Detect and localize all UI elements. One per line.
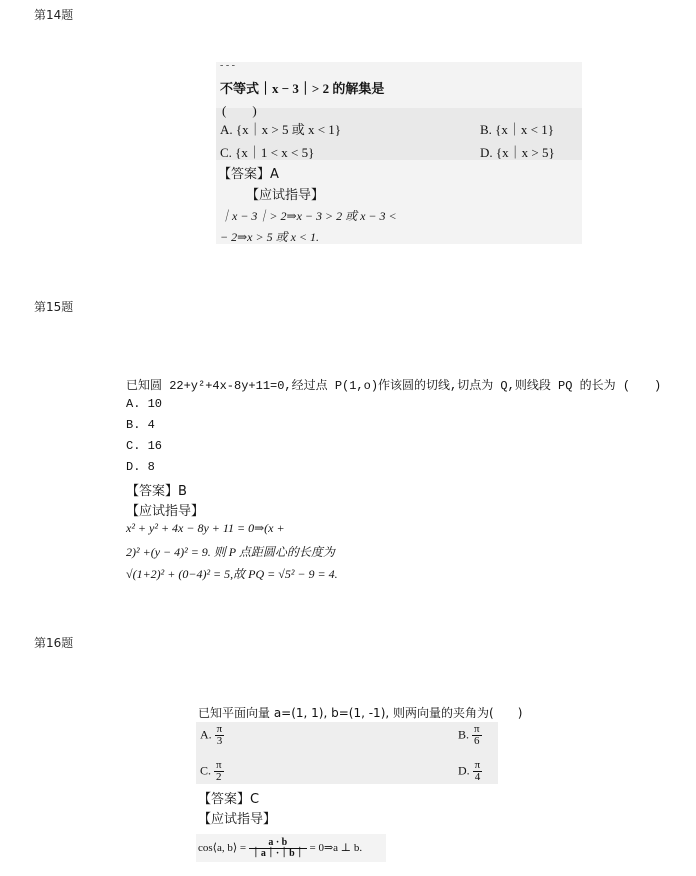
q16-option-a [200,724,224,747]
q16-option-a-fraction [215,724,225,747]
q15-option-a: A. 10 [126,397,163,411]
q16-solution-den: ｜a｜·｜b｜ [250,848,305,859]
q14-option-d: D. {x｜x > 5} [480,145,555,160]
q14-solution-line1: ｜x − 3｜> 2⇒x − 3 > 2 或 x − 3 < [220,209,397,223]
q14-answer: 【答案】A [218,167,279,182]
q16-option-b-num: π [474,723,480,735]
q16-option-a-num: π [216,723,223,735]
q15-solution-line2: 2)² +(y − 4)² = 9. 则 P 点距圆心的长度为 [126,545,335,559]
q16-option-b-label: B. [458,727,470,742]
q16-option-d-num: π [474,759,481,771]
q16-option-c-label: C. [200,763,212,778]
q14-dots: - - - [220,60,235,71]
q15-option-c: C. 16 [126,439,163,453]
q14-stem: 不等式｜x − 3｜> 2 的解集是 [220,81,385,96]
q16-answer: 【答案】C [198,792,260,807]
q16-option-d [458,760,482,783]
q16-solution [198,838,362,859]
q15-solution-line1: x² + y² + 4x − 8y + 11 = 0⇒(x + [126,521,285,535]
q16-option-b-fraction [472,724,482,747]
q15-guide: 【应试指导】 [126,504,205,519]
q14-title: 第14题 [34,8,74,22]
q14-option-b: B. {x｜x < 1} [480,122,554,137]
q16-title: 第16题 [34,636,74,650]
q15-option-b: B. 4 [126,418,155,432]
q16-option-a-label: A. [200,727,212,742]
q16-option-a-den: 3 [216,735,223,747]
q16-option-b-den: 6 [474,735,480,747]
q16-option-d-fraction [473,760,483,783]
q16-solution-right: = 0⇒a ⊥ b. [309,842,363,855]
q16-option-d-den: 4 [474,771,481,783]
q14-paren: ( ) [222,103,257,118]
q15-solution-line3: √(1+2)² + (0−4)² = 5,故 PQ = √5² − 9 = 4. [126,567,338,581]
q15-title: 第15题 [34,300,74,314]
q16-guide: 【应试指导】 [198,812,277,827]
q15-answer: 【答案】B [126,484,187,499]
q16-option-c-fraction [214,760,224,783]
q16-option-b [458,724,482,747]
q14-solution-line2: − 2⇒x > 5 或 x < 1. [220,230,320,244]
q15-option-d: D. 8 [126,460,155,474]
q16-options-band [196,722,498,784]
q16-solution-left: cos⟨a, b⟩ = [198,842,247,855]
q16-option-c-den: 2 [216,771,222,783]
q16-option-c [200,760,224,783]
q14-option-c: C. {x｜1 < x < 5} [220,145,315,160]
q14-option-a: A. {x｜x > 5 或 x < 1} [220,122,342,137]
q16-stem: 已知平面向量 a=(1, 1), b=(1, -1), 则两向量的夹角为( ) [198,706,523,720]
q14-guide: 【应试指导】 [246,188,325,203]
q16-option-d-label: D. [458,763,470,778]
q16-solution-num: a · b [249,838,307,849]
q15-stem: 已知圆 22+y²+4x-8y+11=0,经过点 P(1,o)作该圆的切线,切点为 Q,则线段 PQ 的长为 ( ) [126,379,662,393]
q16-option-c-num: π [216,759,222,771]
q16-solution-fraction [249,838,307,859]
